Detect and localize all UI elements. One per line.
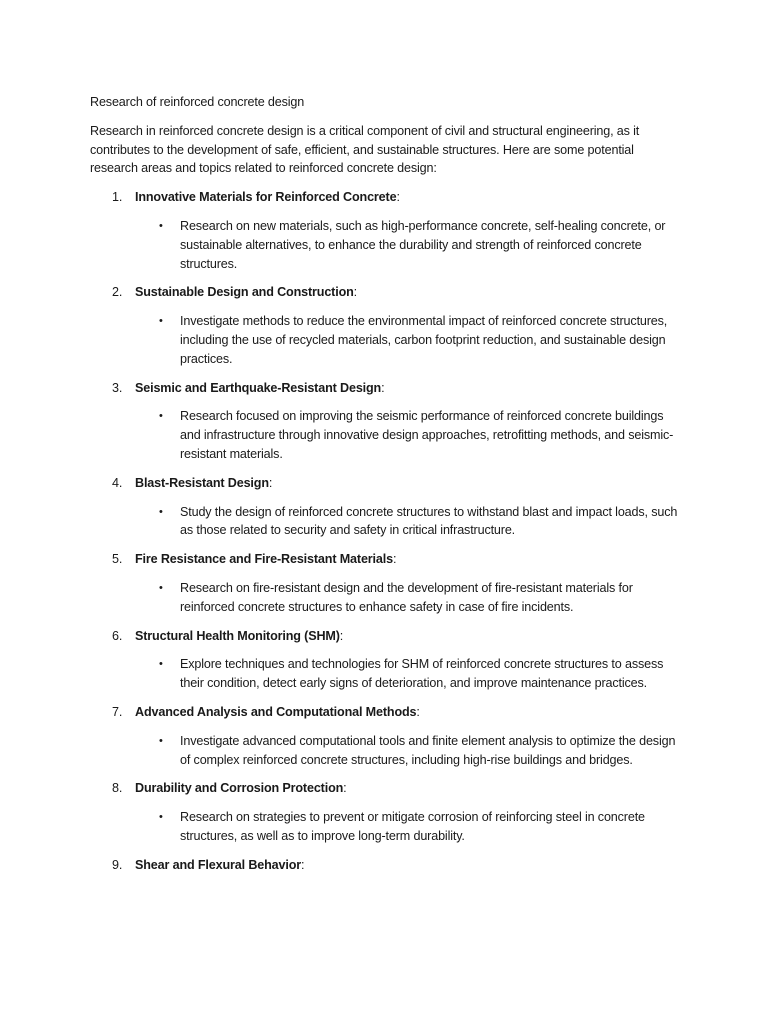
topic-heading	[112, 779, 680, 798]
bullet-item	[135, 579, 680, 617]
topic-number: 6.	[112, 628, 123, 643]
bullet-text: Research on fire-resistant design and the development of fire-resistant materials for reinforced concrete structures to enhance safety in case of fire incidents.	[180, 580, 633, 614]
topic-title-suffix: :	[416, 704, 420, 719]
topic-title: Innovative Materials for Reinforced Concrete	[135, 190, 397, 205]
topic-number: 8.	[112, 781, 123, 796]
bullet-dot-icon: •	[159, 315, 163, 328]
bullet-text: Investigate methods to reduce the environmental impact of reinforced concrete structures, including the use of recycled materials, carbon footprint reduction, and sustainable design practices.	[180, 314, 668, 366]
bullet-item	[135, 655, 680, 693]
topic-title: Advanced Analysis and Computational Methods	[135, 704, 417, 719]
topic-heading	[112, 856, 680, 875]
topic-heading	[112, 474, 680, 493]
topic-item	[90, 379, 680, 464]
topic-bullet-list	[135, 579, 680, 617]
bullet-dot-icon: •	[159, 811, 163, 824]
topic-number: 7.	[112, 704, 123, 719]
document-page	[90, 93, 680, 885]
topic-item	[90, 779, 680, 845]
bullet-dot-icon: •	[159, 410, 163, 423]
intro-paragraph: Research in reinforced concrete design is a critical component of civil and structural engineering, as it contributes to the development of safe, efficient, and sustainable structures. Here are some potential research areas and topics related to reinforced concrete design:	[90, 123, 640, 176]
topic-number: 1.	[112, 190, 123, 205]
topic-item	[90, 474, 680, 540]
topic-number: 3.	[112, 380, 123, 395]
topic-title: Blast-Resistant Design	[135, 475, 269, 490]
topic-bullet-list	[135, 808, 680, 846]
topic-heading	[112, 550, 680, 569]
topic-item	[90, 856, 680, 875]
bullet-dot-icon: •	[159, 219, 163, 232]
bullet-item	[135, 312, 680, 368]
bullet-item	[135, 808, 680, 846]
topic-number: 4.	[112, 475, 123, 490]
topic-title-suffix: :	[339, 628, 344, 643]
topic-item	[90, 188, 680, 273]
topic-number: 2.	[112, 285, 123, 300]
topic-title-suffix: :	[268, 475, 273, 490]
bullet-text: Research on strategies to prevent or mitigate corrosion of reinforcing steel in concrete structures, as well as to improve long-term durability.	[180, 810, 645, 843]
bullet-text: Research focused on improving the seismic performance of reinforced concrete buildings and infrastructure through innovative design approaches, retrofitting methods, and seismic-resistant materials.	[180, 409, 674, 461]
bullet-text: Research on new materials, such as high-performance concrete, self-healing concrete, or sustainable alternatives, to enhance the durability and strength of reinforced concrete structures.	[180, 218, 666, 271]
topic-title-suffix: :	[396, 190, 400, 205]
bullet-text: Investigate advanced computational tools and finite element analysis to optimize the design of complex reinforced concrete structures, including high-rise buildings and bridges.	[180, 733, 676, 767]
topic-list	[90, 188, 680, 874]
topic-item	[90, 550, 680, 616]
topic-number: 5.	[112, 552, 123, 567]
topic-title-suffix: :	[353, 285, 358, 300]
topic-title: Fire Resistance and Fire-Resistant Materials	[135, 552, 393, 567]
bullet-dot-icon: •	[159, 505, 163, 518]
topic-heading	[112, 703, 680, 722]
topic-item	[90, 627, 680, 693]
topic-number: 9.	[112, 857, 123, 872]
topic-title-suffix: :	[301, 857, 305, 872]
topic-title-suffix: :	[343, 781, 347, 796]
topic-bullet-list	[135, 732, 680, 770]
bullet-text: Study the design of reinforced concrete structures to withstand blast and impact loads, such as those related to security and safety in critical infrastructure.	[180, 504, 678, 538]
topic-title: Durability and Corrosion Protection	[135, 781, 344, 796]
bullet-item	[135, 407, 680, 463]
bullet-item	[135, 503, 680, 541]
topic-title: Sustainable Design and Construction	[135, 285, 354, 300]
topic-heading	[112, 627, 680, 646]
topic-bullet-list	[135, 407, 680, 463]
bullet-item	[135, 217, 680, 273]
topic-bullet-list	[135, 217, 680, 273]
topic-bullet-list	[135, 503, 680, 541]
topic-title: Seismic and Earthquake-Resistant Design	[135, 380, 382, 395]
bullet-dot-icon: •	[159, 734, 163, 747]
topic-bullet-list	[135, 655, 680, 693]
topic-title: Shear and Flexural Behavior	[135, 857, 302, 872]
bullet-dot-icon: •	[159, 581, 163, 594]
topic-title: Structural Health Monitoring (SHM)	[135, 628, 340, 643]
document-title: Research of reinforced concrete design	[90, 95, 305, 109]
topic-item	[90, 703, 680, 769]
bullet-text: Explore techniques and technologies for SHM of reinforced concrete structures to assess their condition, detect early signs of deterioration, and improve maintenance practices.	[180, 657, 664, 691]
topic-title-suffix: :	[381, 380, 385, 395]
topic-heading	[112, 379, 680, 398]
topic-heading	[112, 283, 680, 302]
bullet-item	[135, 732, 680, 770]
topic-heading	[112, 188, 680, 207]
topic-bullet-list	[135, 312, 680, 368]
bullet-dot-icon: •	[159, 658, 163, 671]
topic-item	[90, 283, 680, 368]
topic-title-suffix: :	[392, 552, 397, 567]
